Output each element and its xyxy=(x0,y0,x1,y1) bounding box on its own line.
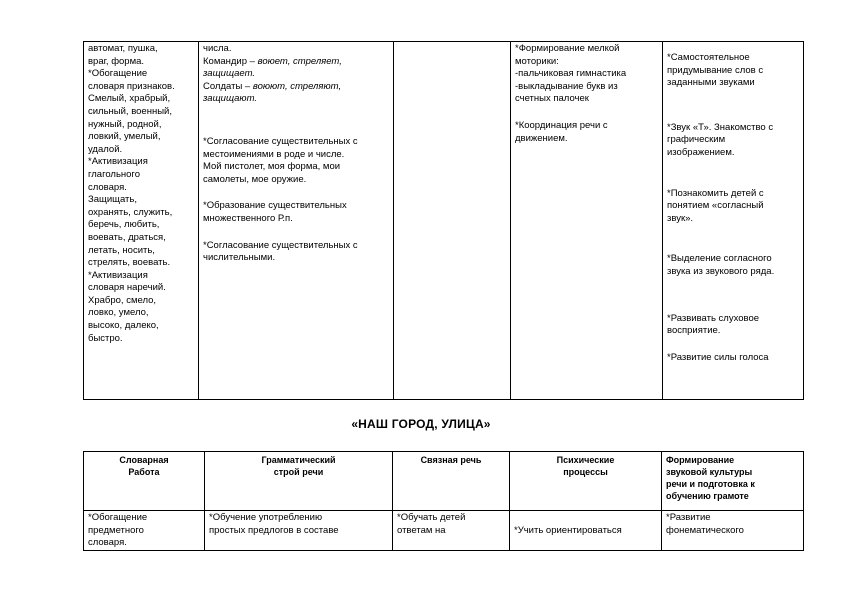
sound-p1: *Самостоятельное придумывание слов с заданными звуками xyxy=(667,52,764,89)
sound-p4: *Выделение согласного звука из звукового ряда. xyxy=(667,253,775,277)
vocabulary-text: автомат, пушка, враг, форма. *Обогащение словаря признаков. Смелый, храбрый, сильный, военный, нужный, родной, ловкий, умелый, удалой. *Активизация глагольного словаря. Защищать, охранять, служить, беречь, любить, воевать, драться, летать, носить, стрелять, воевать. *Активизация словаря наречий. Храбро, смело, ловко, умело, высоко, далеко, быстро. xyxy=(88,43,175,344)
soldiers-verbs: воюют, стреляют, xyxy=(252,80,342,92)
section-title: «НАШ ГОРОД, УЛИЦА» xyxy=(351,417,491,431)
table-city-street xyxy=(83,451,804,551)
cell-grammar xyxy=(199,42,394,400)
header-cell xyxy=(205,452,393,511)
row-cell xyxy=(393,511,510,551)
sound-p2: *Звук «Т». Знакомство с графическим изображением. xyxy=(667,121,774,158)
cell-mental-processes xyxy=(511,42,663,400)
sound-p6: *Развитие силы голоса xyxy=(667,351,769,363)
grammar-p2: *Согласование существительных с местоимениями в роде и числе. Мой пистолет, моя форма, мои самолеты, мое оружие. xyxy=(203,135,358,185)
row-grammar: *Обучение употреблению простых предлогов в составе xyxy=(209,512,339,536)
header-sound-culture: Формирование звуковой культуры речи и подготовка к обучению грамоте xyxy=(666,455,755,501)
grammar-p3: *Образование существительных множественного Р.п. xyxy=(203,200,347,224)
commander-verbs: воюет, стреляет, xyxy=(257,55,342,67)
table-row xyxy=(84,511,804,551)
header-connected-speech: Связная речь xyxy=(420,455,482,465)
commander-label: Командир – xyxy=(203,55,258,67)
cell-connected-speech xyxy=(394,42,511,400)
sound-p3: *Познакомить детей с понятием «согласный звук». xyxy=(667,187,764,224)
header-grammar: Грамматический строй речи xyxy=(261,455,336,477)
header-cell xyxy=(393,452,510,511)
header-cell xyxy=(662,452,804,511)
row-cell xyxy=(662,511,804,551)
mental-p2: *Координация речи с движением. xyxy=(515,119,608,144)
table-plan-continued xyxy=(83,41,804,400)
row-mental-processes: *Учить ориентироваться xyxy=(514,525,622,536)
sound-p5: *Развивать слуховое восприятие. xyxy=(667,312,760,337)
row-sound-culture: *Развитие фонематического xyxy=(666,512,744,536)
commander-verbs-2: защищает. xyxy=(203,68,256,80)
cell-vocabulary xyxy=(84,42,199,400)
header-cell xyxy=(84,452,205,511)
row-cell xyxy=(84,511,205,551)
mental-p1: *Формирование мелкой моторики: -пальчиковая гимнастика -выкладывание букв из счетных палочек xyxy=(515,43,627,105)
header-row xyxy=(84,452,804,511)
grammar-commander xyxy=(203,56,389,69)
row-cell xyxy=(205,511,393,551)
header-mental-processes: Психические процессы xyxy=(556,455,615,477)
soldiers-verbs-2: защищают. xyxy=(203,93,258,105)
soldiers-label: Солдаты – xyxy=(203,80,253,92)
row-connected-speech: *Обучать детей ответам на xyxy=(397,512,466,536)
grammar-line1: числа. xyxy=(203,43,232,54)
grammar-p4: *Согласование существительных с числительными. xyxy=(203,239,358,264)
header-vocabulary: Словарная Работа xyxy=(119,455,169,477)
header-cell xyxy=(510,452,662,511)
row-vocabulary: *Обогащение предметного словаря. xyxy=(88,512,148,549)
grammar-soldiers xyxy=(203,81,389,94)
row-cell xyxy=(510,511,662,551)
cell-sound-culture xyxy=(663,42,804,400)
